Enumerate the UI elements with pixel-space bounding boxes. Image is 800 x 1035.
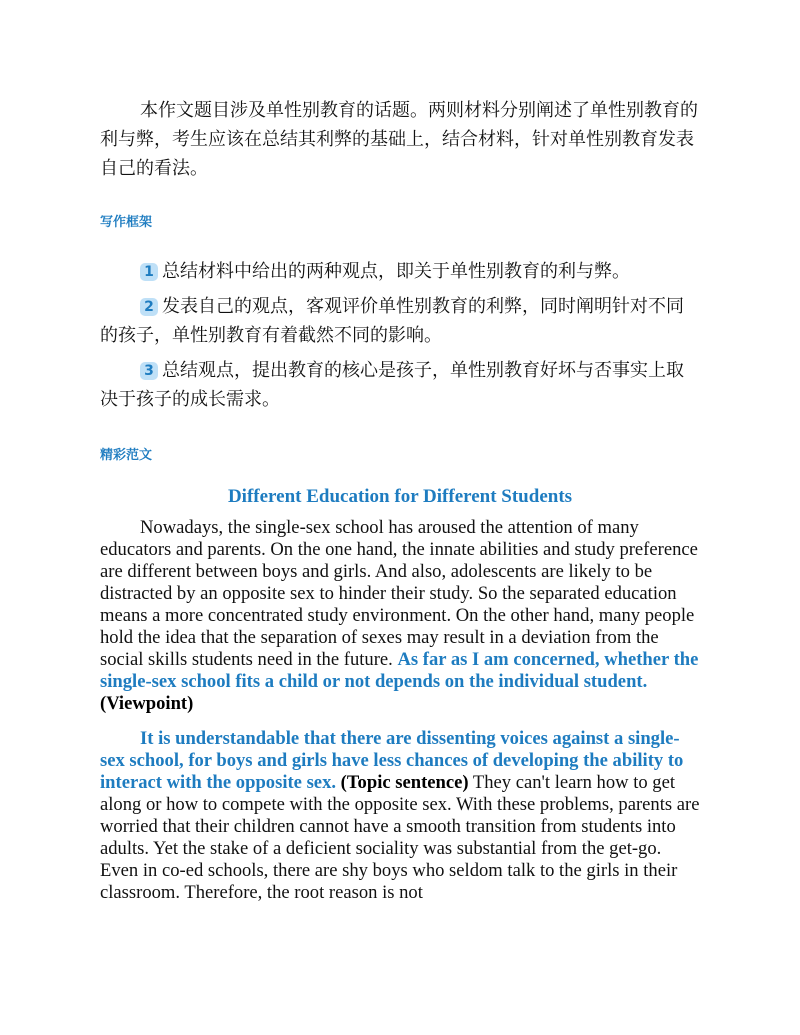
- paragraph-1-text: Nowadays, the single-sex school has aroused the attention of many educators and parents. On the one hand, the innate abilities and study preference are different between boys and girls. And also, adolescents are likely to be distracted by an opposite sex to hinder their study. So the separated education means a more concentrated study environment. On the other hand, many people hold the idea that the separation of sexes may result in a deviation from the social skills students need in the future.: [100, 517, 698, 670]
- framework-item-1: [100, 257, 700, 286]
- paragraph-2-text: They can't learn how to get along or how to compete with the opposite sex. With these problems, parents are worried that their children cannot have a smooth transition from students into adults. Yet the stake of a deficient sociality was substantial from the get-go. Even in co-ed schools, there are shy boys who seldom talk to the girls in their classroom. Therefore, the root reason is not: [100, 772, 700, 903]
- essay-title: Different Education for Different Students: [227, 486, 573, 507]
- framework-item-2: [100, 292, 700, 350]
- essay-paragraph-2: [100, 728, 702, 904]
- framework-item-3-text: 总结观点，提出教育的核心是孩子，单性别教育好坏与否事实上取决于孩子的成长需求。: [100, 360, 684, 410]
- framework-item-3: [100, 356, 700, 414]
- framework-heading: 写作框架: [100, 215, 153, 230]
- sample-heading: 精彩范文: [100, 448, 153, 463]
- viewpoint-tag: (Viewpoint): [100, 693, 194, 714]
- number-badge-1: 1: [140, 263, 158, 281]
- number-badge-3: 3: [140, 362, 158, 380]
- topic-sentence-tag: (Topic sentence): [340, 772, 469, 793]
- number-badge-2: 2: [140, 298, 158, 316]
- intro-paragraph: 本作文题目涉及单性别教育的话题。两则材料分别阐述了单性别教育的利与弊，考生应该在总结其利弊的基础上，结合材料，针对单性别教育发表自己的看法。: [100, 100, 698, 179]
- viewpoint-sentence: As far as I am concerned, whether the single-sex school fits a child or not depends on the individual student.: [100, 649, 699, 692]
- framework-item-2-text: 发表自己的观点，客观评价单性别教育的利弊，同时阐明针对不同的孩子，单性别教育有着截然不同的影响。: [100, 296, 684, 346]
- topic-sentence: It is understandable that there are dissenting voices against a single-sex school, for boys and girls have less chances of developing the ability to interact with the opposite sex.: [100, 728, 684, 793]
- essay-paragraph-1: [100, 517, 702, 715]
- framework-item-1-text: 总结材料中给出的两种观点，即关于单性别教育的利与弊。: [162, 261, 630, 282]
